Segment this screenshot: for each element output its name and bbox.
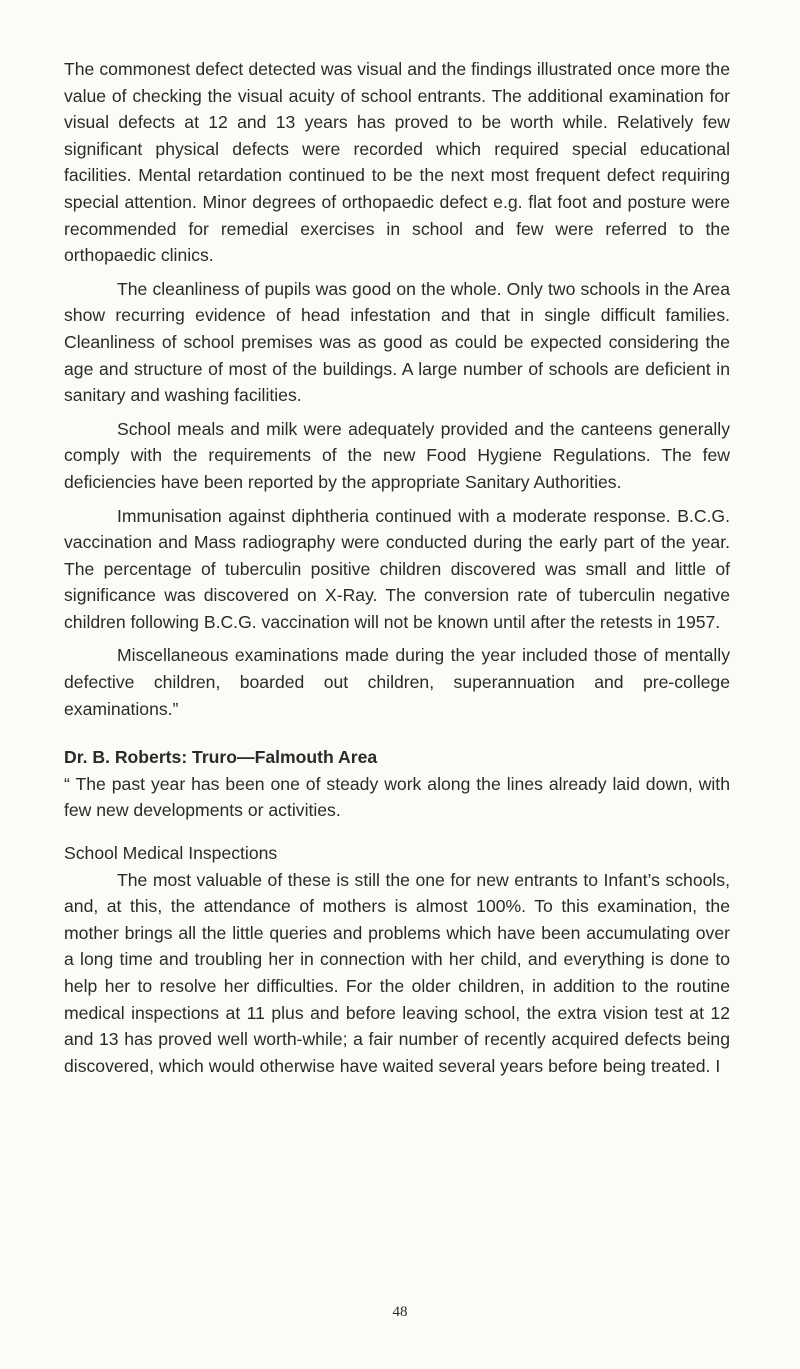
paragraph-immunisation: Immunisation against diphtheria continued with a moderate response. B.C.G. vaccination and Mass radiography were conducted during the early part of the year. The percentage of tuberculin positive children discovered was small and little of significance was discovered on X-Ray. The conversion rate of tuberculin negative children following B.C.G. vaccination will not be known until after the retests in 1957. bbox=[64, 505, 730, 632]
section-heading: Dr. B. Roberts: Truro—Falmouth Area bbox=[64, 747, 378, 768]
paragraph-miscellaneous: Miscellaneous examinations made during the year included those of mentally defective children, boarded out children, superannuation and pre-college examinations.” bbox=[64, 645, 730, 719]
paragraph-school-meals: School meals and milk were adequately provided and the canteens generally comply with the requirements of the new Food Hygiene Regulations. The few deficiencies have been reported by the appropriate Sanitary Authorities. bbox=[64, 418, 730, 492]
paragraph-cleanliness: The cleanliness of pupils was good on the whole. Only two schools in the Area show recurring evidence of head infestation and that in single difficult families. Cleanliness of school premises was as good as could be expected considering the age and structure of most of the buildings. A large number of schools are deficient in sanitary and washing facilities. bbox=[64, 278, 730, 406]
page-number: 48 bbox=[392, 1304, 408, 1320]
section-intro: “ The past year has been one of steady work along the lines already laid down, with few new developments or activities. bbox=[64, 773, 730, 821]
paragraph-medical-inspections: The most valuable of these is still the one for new entrants to Infant’s schools, and, at this, the attendance of mothers is almost 100%. To this examination, the mother brings all the little queries and problems which have been accumulating over a long time and troubling her in connection with her child, and everything is done to help her to resolve her difficulties. For the older children, in addition to the routine medical inspections at 11 plus and before leaving school, the extra vision test at 12 and 13 has proved well worth-while; a fair number of recently acquired defects being discovered, which would otherwise have waited several years before being treated. I bbox=[64, 869, 730, 1076]
subsection-heading: School Medical Inspections bbox=[64, 843, 278, 864]
paragraph-visual-defects: The commonest defect detected was visual and the findings illustrated once more the value of checking the visual acuity of school entrants. The additional examination for visual defects at 12 and 13 years has proved to be worth while. Relatively few significant physical defects were recorded which required special educational facilities. Mental retardation continued to be the next most frequent defect requiring special attention. Minor degrees of orthopaedic defect e.g. flat foot and posture were recommended for remedial exercises in school and few were referred to the orthopaedic clinics. bbox=[64, 59, 730, 266]
